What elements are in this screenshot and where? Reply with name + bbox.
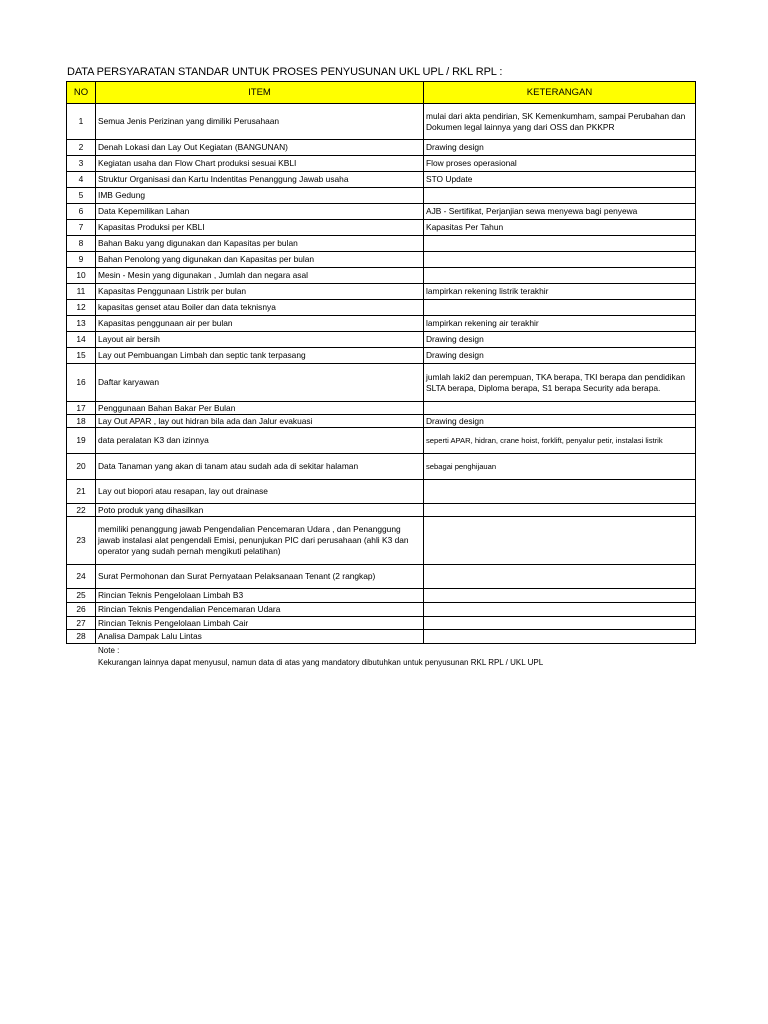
row-number: 20 xyxy=(67,454,96,480)
row-item: Kapasitas Penggunaan Listrik per bulan xyxy=(96,284,424,300)
row-item: Lay out biopori atau resapan, lay out drainase xyxy=(96,480,424,504)
row-number: 24 xyxy=(67,565,96,589)
table-row xyxy=(67,504,696,517)
row-keterangan: mulai dari akta pendirian, SK Kemenkumham, sampai Perubahan dan Dokumen legal lainnya yang dari OSS dan PKKPR xyxy=(424,104,696,140)
row-number: 21 xyxy=(67,480,96,504)
note-label: Note : xyxy=(98,646,120,655)
row-item: Struktur Organisasi dan Kartu Indentitas Penanggung Jawab usaha xyxy=(96,172,424,188)
row-item: Data Tanaman yang akan di tanam atau sudah ada di sekitar halaman xyxy=(96,454,424,480)
table-row xyxy=(67,454,696,480)
table-row xyxy=(67,284,696,300)
requirements-table xyxy=(66,81,696,644)
row-item: Poto produk yang dihasilkan xyxy=(96,504,424,517)
table-row xyxy=(67,172,696,188)
row-keterangan xyxy=(424,188,696,204)
row-keterangan xyxy=(424,252,696,268)
note-section xyxy=(98,645,543,669)
header-item: ITEM xyxy=(96,82,424,104)
table-row xyxy=(67,402,696,415)
row-item: Bahan Penolong yang digunakan dan Kapasitas per bulan xyxy=(96,252,424,268)
row-keterangan xyxy=(424,617,696,630)
table-row xyxy=(67,348,696,364)
table-row xyxy=(67,517,696,565)
row-item: Penggunaan Bahan Bakar Per Bulan xyxy=(96,402,424,415)
row-keterangan: lampirkan rekening listrik terakhir xyxy=(424,284,696,300)
row-keterangan: Drawing design xyxy=(424,332,696,348)
table-row xyxy=(67,300,696,316)
table-row xyxy=(67,589,696,603)
table-row xyxy=(67,316,696,332)
row-keterangan: jumlah laki2 dan perempuan, TKA berapa, TKI berapa dan pendidikan SLTA berapa, Diploma berapa, S1 berapa Security ada berapa. xyxy=(424,364,696,402)
table-row xyxy=(67,188,696,204)
row-number: 27 xyxy=(67,617,96,630)
row-item: Mesin - Mesin yang digunakan , Jumlah dan negara asal xyxy=(96,268,424,284)
table-row xyxy=(67,268,696,284)
row-item: memiliki penanggung jawab Pengendalian Pencemaran Udara , dan Penanggung jawab instalasi alat pengendali Emisi, penunjukan PIC dari perusahaan (ahli K3 dan operator yang sudah pernah mengikuti pelatihan) xyxy=(96,517,424,565)
row-number: 12 xyxy=(67,300,96,316)
table-row xyxy=(67,104,696,140)
table-row xyxy=(67,140,696,156)
row-item: Surat Permohonan dan Surat Pernyataan Pelaksanaan Tenant (2 rangkap) xyxy=(96,565,424,589)
row-item: Rincian Teknis Pengelolaan Limbah Cair xyxy=(96,617,424,630)
row-item: Lay out Pembuangan Limbah dan septic tank terpasang xyxy=(96,348,424,364)
row-item: Bahan Baku yang digunakan dan Kapasitas per bulan xyxy=(96,236,424,252)
row-item: Kapasitas penggunaan air per bulan xyxy=(96,316,424,332)
row-number: 22 xyxy=(67,504,96,517)
row-number: 19 xyxy=(67,428,96,454)
row-keterangan: STO Update xyxy=(424,172,696,188)
row-number: 15 xyxy=(67,348,96,364)
table-row xyxy=(67,236,696,252)
row-keterangan xyxy=(424,589,696,603)
row-number: 3 xyxy=(67,156,96,172)
row-item: Daftar karyawan xyxy=(96,364,424,402)
row-number: 7 xyxy=(67,220,96,236)
row-number: 16 xyxy=(67,364,96,402)
row-number: 26 xyxy=(67,603,96,617)
row-number: 9 xyxy=(67,252,96,268)
page-title: DATA PERSYARATAN STANDAR UNTUK PROSES PENYUSUNAN UKL UPL / RKL RPL : xyxy=(67,66,503,78)
row-number: 13 xyxy=(67,316,96,332)
row-keterangan xyxy=(424,300,696,316)
row-item: Rincian Teknis Pengelolaan Limbah B3 xyxy=(96,589,424,603)
row-keterangan: sebagai penghijauan xyxy=(424,454,696,480)
row-number: 28 xyxy=(67,630,96,644)
row-number: 5 xyxy=(67,188,96,204)
table-header-row xyxy=(67,82,696,104)
row-keterangan xyxy=(424,268,696,284)
row-number: 10 xyxy=(67,268,96,284)
row-number: 6 xyxy=(67,204,96,220)
row-number: 4 xyxy=(67,172,96,188)
row-item: Kapasitas Produksi per KBLI xyxy=(96,220,424,236)
row-item: Semua Jenis Perizinan yang dimiliki Perusahaan xyxy=(96,104,424,140)
row-keterangan: Drawing design xyxy=(424,140,696,156)
table-row xyxy=(67,603,696,617)
row-number: 23 xyxy=(67,517,96,565)
row-keterangan: seperti APAR, hidran, crane hoist, forklift, penyalur petir, instalasi listrik xyxy=(424,428,696,454)
table-row xyxy=(67,565,696,589)
row-keterangan: lampirkan rekening air terakhir xyxy=(424,316,696,332)
row-item: data peralatan K3 dan izinnya xyxy=(96,428,424,454)
table-row xyxy=(67,252,696,268)
row-keterangan: Drawing design xyxy=(424,348,696,364)
row-number: 14 xyxy=(67,332,96,348)
row-number: 18 xyxy=(67,415,96,428)
row-keterangan xyxy=(424,517,696,565)
row-number: 8 xyxy=(67,236,96,252)
row-number: 25 xyxy=(67,589,96,603)
row-item: Data Kepemilikan Lahan xyxy=(96,204,424,220)
row-number: 17 xyxy=(67,402,96,415)
row-keterangan xyxy=(424,603,696,617)
table-row xyxy=(67,630,696,644)
row-keterangan: Flow proses operasional xyxy=(424,156,696,172)
row-keterangan: Drawing design xyxy=(424,415,696,428)
row-keterangan: Kapasitas Per Tahun xyxy=(424,220,696,236)
table-row xyxy=(67,617,696,630)
row-keterangan xyxy=(424,402,696,415)
row-item: Kegiatan usaha dan Flow Chart produksi sesuai KBLI xyxy=(96,156,424,172)
table-row xyxy=(67,480,696,504)
row-keterangan xyxy=(424,504,696,517)
row-keterangan xyxy=(424,565,696,589)
row-keterangan xyxy=(424,236,696,252)
row-keterangan xyxy=(424,630,696,644)
row-item: kapasitas genset atau Boiler dan data teknisnya xyxy=(96,300,424,316)
note-text: Kekurangan lainnya dapat menyusul, namun data di atas yang mandatory dibutuhkan untuk penyusunan RKL RPL / UKL UPL xyxy=(98,658,544,667)
row-item: IMB Gedung xyxy=(96,188,424,204)
table-row xyxy=(67,204,696,220)
row-number: 11 xyxy=(67,284,96,300)
row-item: Analisa Dampak Lalu Lintas xyxy=(96,630,424,644)
table-row xyxy=(67,415,696,428)
header-keterangan: KETERANGAN xyxy=(424,82,696,104)
table-row xyxy=(67,332,696,348)
row-keterangan xyxy=(424,480,696,504)
row-keterangan: AJB - Sertifikat, Perjanjian sewa menyewa bagi penyewa xyxy=(424,204,696,220)
table-row xyxy=(67,364,696,402)
table-row xyxy=(67,156,696,172)
row-number: 2 xyxy=(67,140,96,156)
table-row xyxy=(67,220,696,236)
header-no: NO xyxy=(67,82,96,104)
row-item: Denah Lokasi dan Lay Out Kegiatan (BANGUNAN) xyxy=(96,140,424,156)
row-number: 1 xyxy=(67,104,96,140)
row-item: Rincian Teknis Pengendalian Pencemaran Udara xyxy=(96,603,424,617)
row-item: Layout air bersih xyxy=(96,332,424,348)
table-row xyxy=(67,428,696,454)
row-item: Lay Out APAR , lay out hidran bila ada dan Jalur evakuasi xyxy=(96,415,424,428)
